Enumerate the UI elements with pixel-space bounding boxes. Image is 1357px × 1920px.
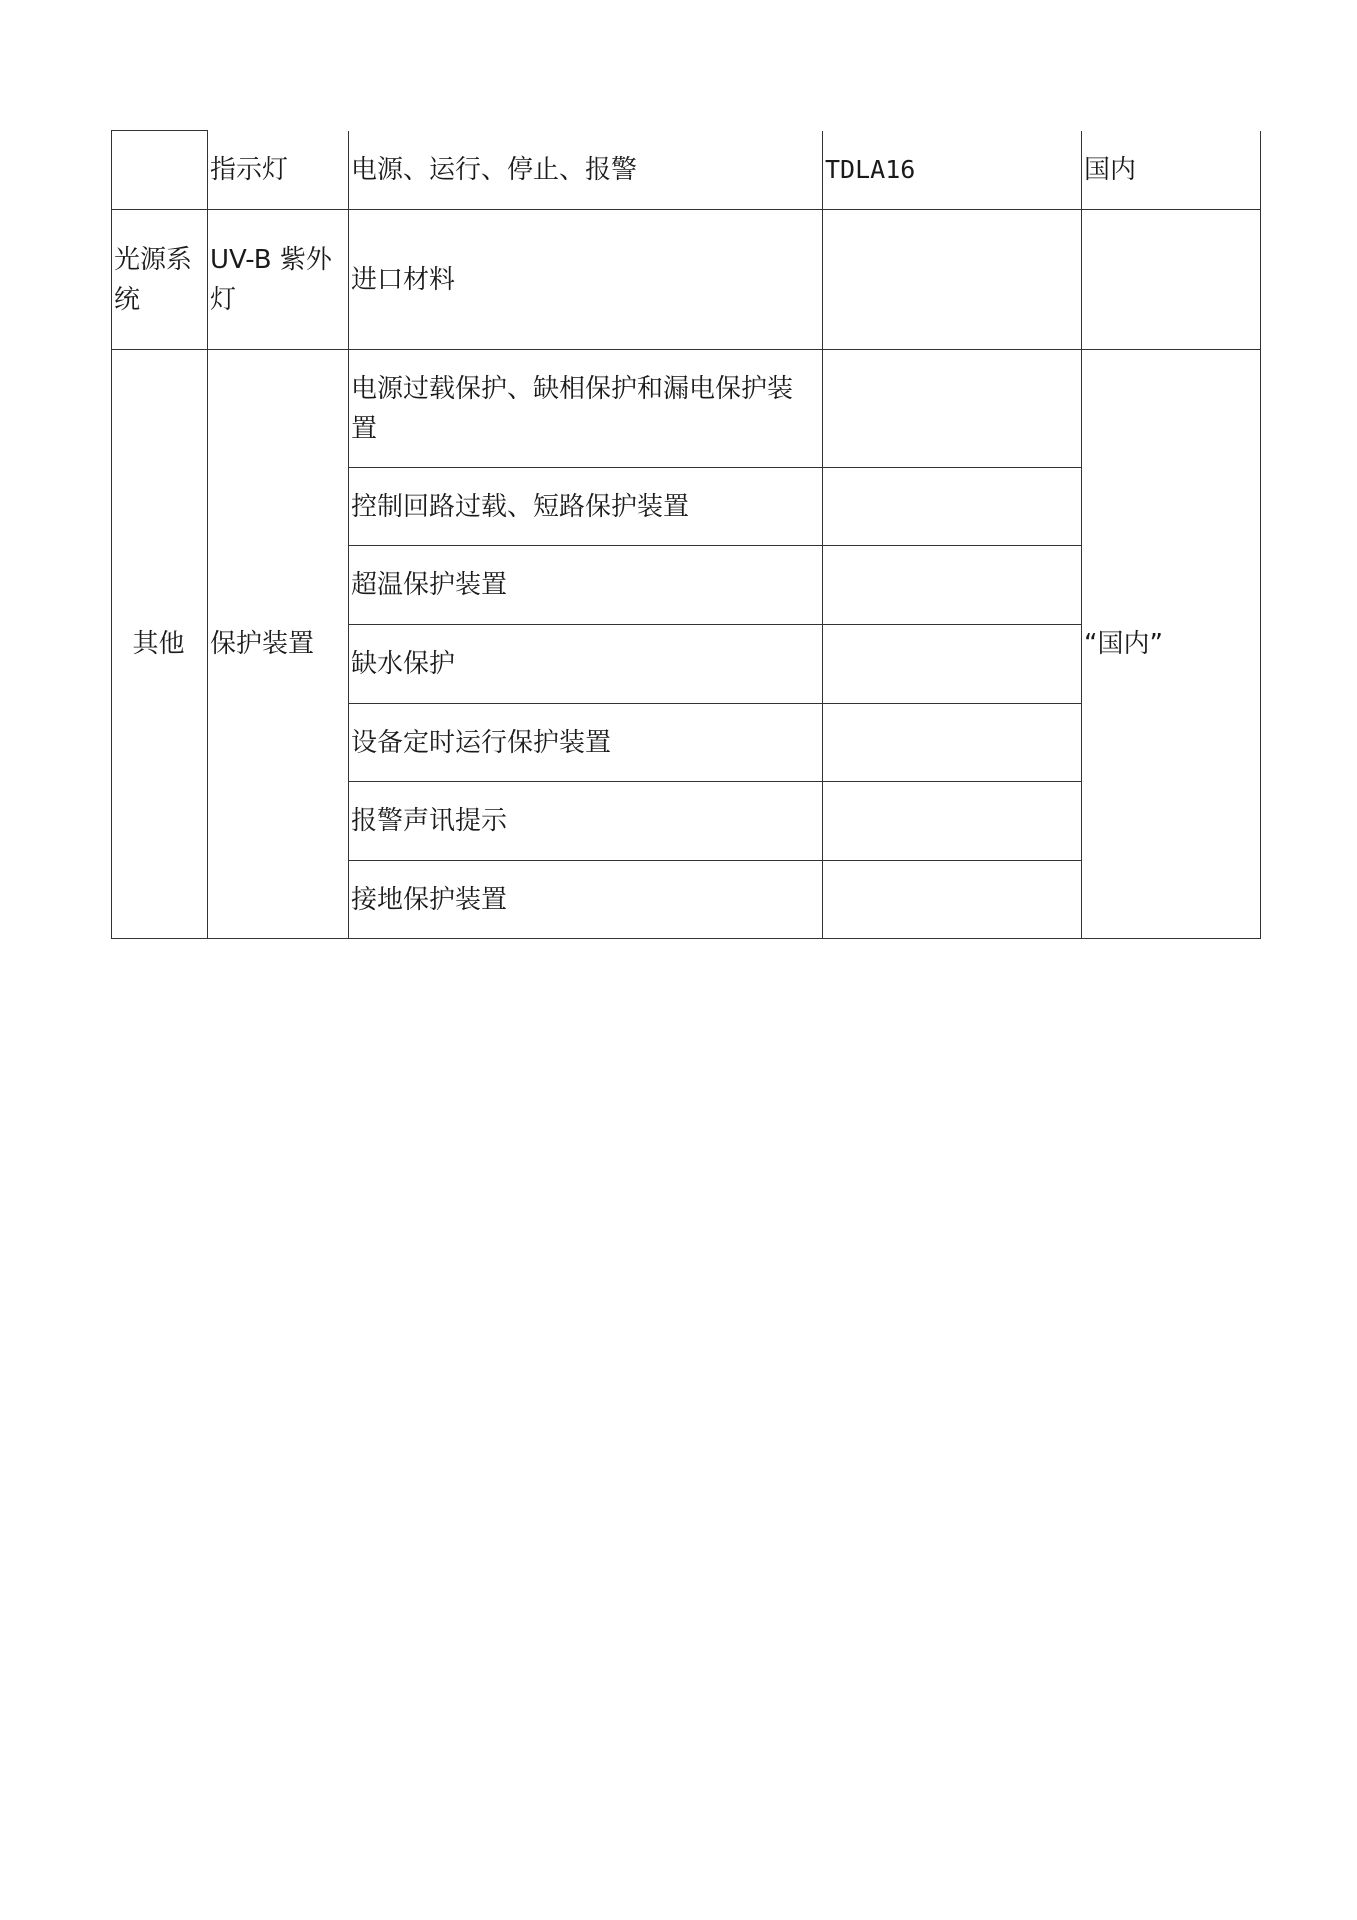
- spec-cell: 进口材料: [349, 210, 823, 350]
- origin-cell: “国内”: [1082, 350, 1261, 939]
- spec-cell: 缺水保护: [349, 625, 823, 704]
- origin-cell: 国内: [1082, 131, 1261, 210]
- origin-cell: [1082, 210, 1261, 350]
- spec-cell: 设备定时运行保护装置: [349, 704, 823, 782]
- spec-cell: 报警声讯提示: [349, 782, 823, 861]
- item-cell: 指示灯: [208, 131, 349, 210]
- table-row-light-source: [112, 210, 1261, 350]
- equipment-spec-table: [111, 130, 1261, 939]
- table-row-indicator: [112, 131, 1261, 210]
- model-cell: [823, 704, 1082, 782]
- category-cell: 光源系统: [112, 210, 208, 350]
- model-cell: [823, 625, 1082, 704]
- model-cell: TDLA16: [823, 131, 1082, 210]
- model-cell: [823, 468, 1082, 546]
- model-cell: [823, 782, 1082, 861]
- category-cell: [112, 131, 208, 210]
- model-cell: [823, 350, 1082, 468]
- spec-cell: 接地保护装置: [349, 861, 823, 939]
- model-cell: [823, 546, 1082, 625]
- item-cell: 保护装置: [208, 350, 349, 939]
- spec-cell: 控制回路过载、短路保护装置: [349, 468, 823, 546]
- model-cell: [823, 210, 1082, 350]
- table-row-protection: [112, 350, 1261, 468]
- spec-cell: 电源、运行、停止、报警: [349, 131, 823, 210]
- item-cell: UV-B 紫外灯: [208, 210, 349, 350]
- category-cell: 其他: [112, 350, 208, 939]
- spec-cell: 超温保护装置: [349, 546, 823, 625]
- spec-cell: 电源过载保护、缺相保护和漏电保护装置: [349, 350, 823, 468]
- model-cell: [823, 861, 1082, 939]
